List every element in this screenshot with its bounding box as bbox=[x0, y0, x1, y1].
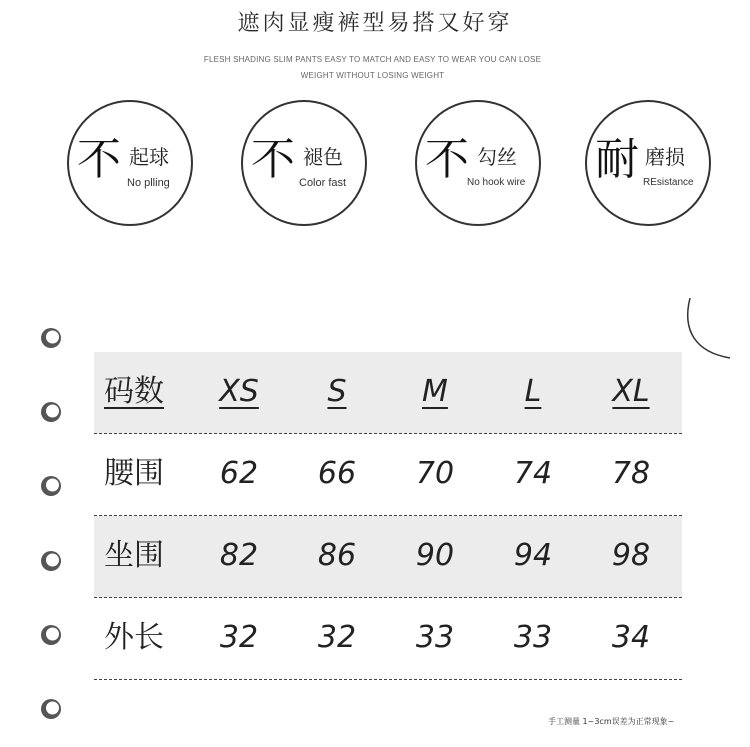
size-xl: XL bbox=[612, 374, 650, 409]
table-cell: 33 bbox=[415, 620, 455, 655]
badge-small-text: 磨损 bbox=[645, 145, 685, 169]
table-cell: 32 bbox=[317, 620, 357, 655]
table-cell: 74 bbox=[513, 456, 553, 491]
table-cell: 98 bbox=[611, 538, 651, 573]
badge-small-text: 起球 bbox=[129, 145, 169, 169]
table-row bbox=[94, 434, 682, 516]
table-cell: 78 bbox=[611, 456, 651, 491]
binder-ring-icon bbox=[40, 624, 62, 646]
table-row bbox=[94, 598, 682, 680]
table-cell: 86 bbox=[317, 538, 357, 573]
binder-ring-icon bbox=[40, 698, 62, 720]
table-cell: 94 bbox=[513, 538, 553, 573]
binder-ring-icon bbox=[40, 550, 62, 572]
table-header-row bbox=[94, 352, 682, 434]
badge-big-char: 不 bbox=[425, 134, 469, 185]
binder-ring-icon bbox=[40, 327, 62, 349]
badge-english-text: No hook wire bbox=[467, 177, 526, 188]
row-label: 坐围 bbox=[104, 538, 164, 573]
badge-big-char: 耐 bbox=[595, 134, 639, 185]
table-cell: 62 bbox=[219, 456, 259, 491]
table-row bbox=[94, 516, 682, 598]
badge-small-text: 勾丝 bbox=[477, 145, 517, 169]
subtitle-line-2: WEIGHT WITHOUT LOSING WEIGHT bbox=[300, 71, 445, 80]
table-cell: 32 bbox=[219, 620, 259, 655]
badge-small-text: 褪色 bbox=[303, 145, 343, 169]
size-xs: XS bbox=[219, 374, 259, 409]
subtitle bbox=[200, 52, 545, 84]
size-l: L bbox=[524, 374, 542, 409]
row-label: 外长 bbox=[104, 620, 164, 655]
binder-ring-icon bbox=[40, 475, 62, 497]
badge-big-char: 不 bbox=[251, 134, 295, 185]
size-m: M bbox=[422, 374, 448, 409]
size-header-label: 码数 bbox=[104, 374, 164, 409]
color-fast-badge bbox=[241, 100, 367, 226]
table-cell: 70 bbox=[415, 456, 455, 491]
table-cell: 82 bbox=[219, 538, 259, 573]
badge-english-text: Color fast bbox=[299, 177, 347, 189]
subtitle-line-1: FLESH SHADING SLIM PANTS EASY TO MATCH AND EASY TO WEAR YOU CAN LOSE bbox=[203, 55, 542, 64]
no-pilling-badge bbox=[67, 100, 193, 226]
size-s: S bbox=[327, 374, 347, 409]
measurement-note: 手工测量 1~3cm误差为正常现象~ bbox=[548, 717, 675, 726]
badge-english-text: No plling bbox=[127, 177, 170, 189]
badge-big-char: 不 bbox=[77, 134, 121, 185]
table-cell: 34 bbox=[611, 620, 651, 655]
table-cell: 66 bbox=[317, 456, 357, 491]
row-label: 腰围 bbox=[104, 456, 164, 491]
page-title: 遮肉显瘦裤型易搭又好穿 bbox=[237, 11, 513, 36]
resistance-badge bbox=[585, 100, 711, 226]
decorative-curve bbox=[680, 290, 740, 365]
size-table bbox=[94, 352, 682, 680]
table-cell: 33 bbox=[513, 620, 553, 655]
binder-ring-icon bbox=[40, 401, 62, 423]
no-hook-badge bbox=[415, 100, 541, 226]
table-cell: 90 bbox=[415, 538, 455, 573]
badge-english-text: REsistance bbox=[643, 177, 694, 188]
